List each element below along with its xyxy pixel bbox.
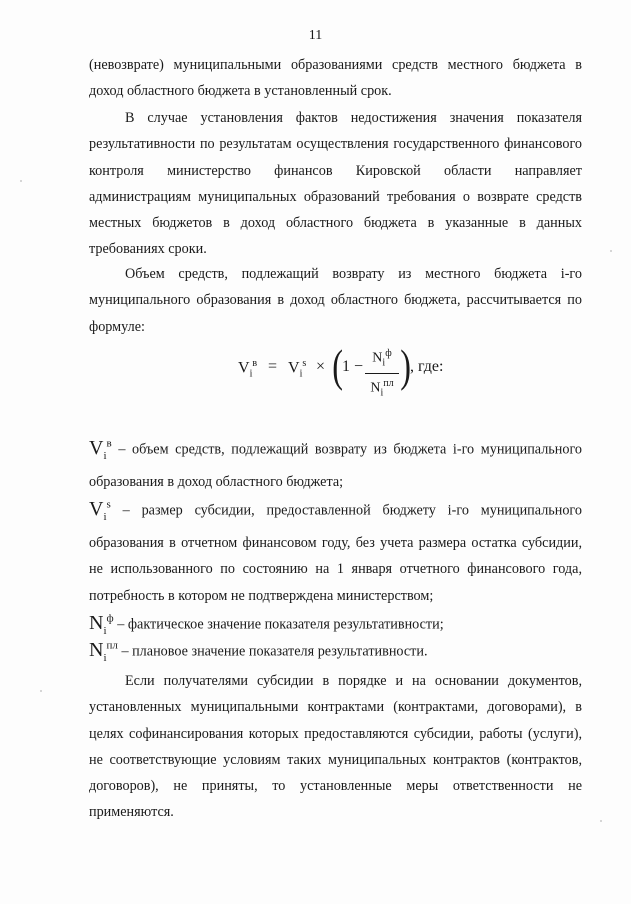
definition-vb [89, 430, 582, 495]
definition-text: – фактическое значение показателя результативности; [117, 616, 444, 633]
definition-text: – плановое значение показателя результативности. [121, 643, 428, 660]
scan-speck [600, 820, 602, 822]
formula-fraction [365, 346, 399, 402]
paragraph-4: Если получателями субсидии в порядке и на основании документов, установленных муниципальными контрактами (контрактами, договорами), в целях софинансирования которых предоставляются субсидии, работы (услуги), не соответствующие условиям таких муниципальных контрактов (контрактов, договоров), не приняты, то установленные меры ответственности не применяются. [89, 673, 582, 821]
fraction-numerator: $N_i^ф$ [372, 348, 392, 369]
paragraph-2: В случае установления фактов недостижения значения показателя результативности по результатам осуществления государственного финансового контроля министерство финансов Кировской области направляет администрациям муниципальных образований требования о возврате средств местных бюджетов в доход областного бюджета в указанные в данных требованиях сроки. [89, 110, 582, 258]
page-number: 11 [308, 28, 323, 43]
paragraph-3: Объем средств, подлежащий возврату из местного бюджета i-го муниципального образования в доход областного бюджета, рассчитывается по формуле: [89, 266, 582, 335]
formula-one-minus: 1 − [342, 358, 364, 375]
scan-speck [40, 690, 42, 692]
right-paren: ) [400, 340, 412, 391]
definition-npl [89, 632, 582, 671]
definition-symbol: $V_i^в$ [89, 436, 112, 462]
definition-text: – объем средств, подлежащий возврату из бюджета i-го муниципального образования в доход областного бюджета; [89, 441, 583, 490]
formula-suffix: , где: [410, 358, 444, 375]
definition-vs [89, 491, 582, 609]
fraction-denominator: $N_i^{пл}$ [370, 378, 394, 399]
definition-symbol: $V_i^s$ [89, 497, 111, 523]
formula-times: × [316, 358, 326, 375]
left-paren: ( [332, 340, 344, 391]
formula-equals: = [268, 358, 278, 375]
formula [230, 340, 490, 400]
definition-symbol: $N_i^ф$ [89, 611, 114, 637]
definition-symbol: $N_i^{пл}$ [89, 638, 118, 664]
paragraph-1: (невозврате) муниципальными образованиями средств местного бюджета в доход областного бюджета в установленный срок. [89, 57, 582, 100]
formula-rhs-v: $V_i^s$ [288, 358, 307, 380]
formula-lhs: $V_i^в$ [238, 358, 258, 380]
fraction-bar [365, 373, 399, 374]
definition-text: – размер субсидии, предоставленной бюджету i-го муниципального образования в отчетном финансовом году, без учета размера остатка субсидии, не использованного по состоянию на 1 января отчетного финансового года, потребность в котором не подтверждена министерством; [89, 502, 582, 604]
scan-speck [610, 250, 612, 252]
scan-speck [20, 180, 22, 182]
